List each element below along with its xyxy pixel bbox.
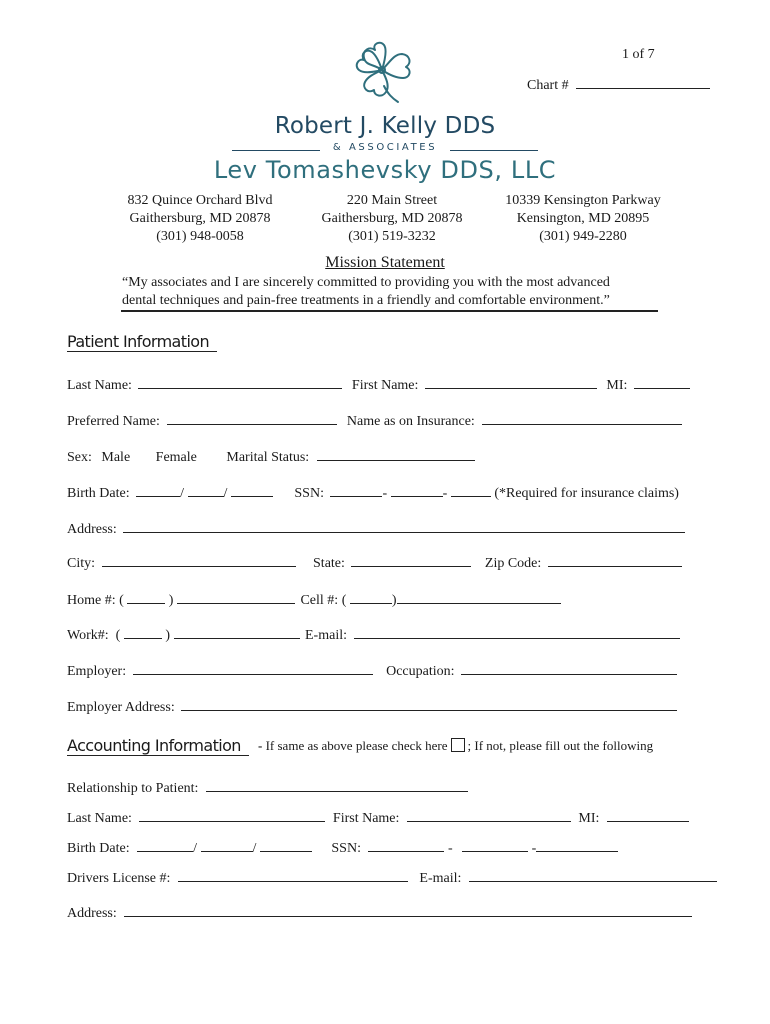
address-field[interactable] [123, 519, 685, 533]
patient-information-heading: Patient Information [67, 332, 217, 352]
preferred-name-field[interactable] [167, 411, 337, 425]
accounting-ssn-part-1-field[interactable] [368, 838, 444, 852]
work-email-row: Work#: ( ) E-mail: [67, 625, 680, 644]
divider [121, 310, 658, 312]
office-phone: (301) 519-3232 [348, 229, 436, 244]
mission-heading: Mission Statement [325, 254, 445, 271]
office-address-kensington [488, 192, 678, 246]
sex-label: Sex: [67, 450, 92, 465]
zip-code-label: Zip Code: [484, 556, 542, 571]
ssn-label: SSN: [331, 841, 361, 856]
drivers-license-label: Drivers License #: [67, 871, 171, 886]
accounting-mi-field[interactable] [607, 808, 689, 822]
first-name-label: First Name: [351, 378, 419, 393]
address-row [67, 519, 685, 538]
ssn-note: (*Required for insurance claims) [494, 486, 679, 501]
drivers-license-field[interactable] [178, 868, 408, 882]
clover-icon [350, 40, 414, 106]
ssn-label: SSN: [294, 486, 324, 501]
chart-number-row [527, 75, 710, 94]
patient-last-name-field[interactable] [138, 375, 342, 389]
phone-row: Home #: ( ) Cell #: ( ) [67, 590, 561, 609]
occupation-label: Occupation: [386, 664, 455, 679]
city-field[interactable] [102, 553, 296, 567]
home-phone-field[interactable] [177, 590, 295, 604]
birth-month-field[interactable] [136, 483, 180, 497]
patient-first-name-field[interactable] [425, 375, 597, 389]
accounting-birth-year-field[interactable] [260, 838, 312, 852]
state-label: State: [313, 556, 345, 571]
same-as-above-checkbox[interactable] [451, 738, 465, 752]
home-area-code-field[interactable] [127, 590, 165, 604]
city-label: City: [67, 556, 96, 571]
employer-address-field[interactable] [181, 697, 677, 711]
divider [450, 150, 538, 151]
cell-area-code-field[interactable] [350, 590, 392, 604]
work-phone-label: Work#: [67, 628, 109, 643]
sex-option-male[interactable]: Male [101, 450, 131, 465]
state-field[interactable] [351, 553, 471, 567]
relationship-field[interactable] [206, 778, 468, 792]
occupation-field[interactable] [461, 661, 677, 675]
patient-mi-field[interactable] [634, 375, 690, 389]
last-name-label: Last Name: [67, 378, 132, 393]
office-phone: (301) 949-2280 [539, 229, 627, 244]
drivers-license-row [67, 868, 717, 887]
employer-field[interactable] [133, 661, 373, 675]
page-number: 1 of 7 [622, 47, 655, 62]
associates-label: & ASSOCIATES [332, 142, 438, 153]
employer-label: Employer: [67, 664, 127, 679]
email-field[interactable] [354, 625, 680, 639]
city-state-zip-row [67, 553, 682, 572]
office-address-quince-orchard [110, 192, 290, 246]
relationship-label: Relationship to Patient: [67, 781, 199, 796]
sex-option-female[interactable]: Female [155, 450, 197, 465]
accounting-birth-month-field[interactable] [137, 838, 193, 852]
office-city: Kensington, MD 20895 [516, 211, 650, 226]
accounting-address-row [67, 903, 692, 922]
accounting-address-field[interactable] [124, 903, 692, 917]
mi-label: MI: [578, 811, 600, 826]
address-label: Address: [67, 906, 117, 921]
accounting-birth-ssn-row: Birth Date: / / SSN: - - [67, 838, 618, 857]
ssn-part-1-field[interactable] [330, 483, 382, 497]
mi-label: MI: [606, 378, 628, 393]
accounting-information-heading: Accounting Information [67, 736, 249, 756]
practice-name-secondary: Lev Tomashevsky DDS, LLC [213, 156, 557, 184]
employer-row [67, 661, 677, 680]
birth-date-label: Birth Date: [67, 841, 130, 856]
practice-name-primary: Robert J. Kelly DDS [274, 113, 496, 139]
mission-line: “My associates and I are sincerely committed to providing you with the most advanced [122, 275, 610, 290]
fill-out-label: ; If not, please fill out the following [467, 738, 654, 753]
office-city: Gaithersburg, MD 20878 [129, 211, 271, 226]
accounting-ssn-part-2-field[interactable] [462, 838, 528, 852]
address-label: Address: [67, 522, 117, 537]
birth-date-label: Birth Date: [67, 486, 130, 501]
preferred-name-row [67, 411, 682, 430]
office-phone: (301) 948-0058 [156, 229, 244, 244]
accounting-email-field[interactable] [469, 868, 717, 882]
accounting-ssn-part-3-field[interactable] [536, 838, 618, 852]
ssn-part-3-field[interactable] [451, 483, 491, 497]
chart-number-field[interactable] [576, 75, 710, 89]
name-on-insurance-field[interactable] [482, 411, 682, 425]
home-phone-label: Home #: [67, 593, 116, 608]
mission-statement [122, 274, 610, 310]
office-street: 220 Main Street [346, 193, 438, 208]
name-on-insurance-label: Name as on Insurance: [346, 414, 475, 429]
zip-code-field[interactable] [548, 553, 682, 567]
office-address-main-street [302, 192, 482, 246]
last-name-label: Last Name: [67, 811, 132, 826]
ssn-part-2-field[interactable] [391, 483, 443, 497]
relationship-row [67, 778, 468, 797]
first-name-label: First Name: [332, 811, 400, 826]
same-as-above-note [258, 738, 653, 754]
email-label: E-mail: [419, 871, 462, 886]
cell-phone-label: Cell #: [300, 593, 339, 608]
email-label: E-mail: [305, 628, 347, 643]
birth-day-field[interactable] [188, 483, 224, 497]
cell-phone-field[interactable] [397, 590, 561, 604]
accounting-birth-day-field[interactable] [201, 838, 253, 852]
office-city: Gaithersburg, MD 20878 [321, 211, 463, 226]
preferred-name-label: Preferred Name: [67, 414, 160, 429]
accounting-last-name-field[interactable] [139, 808, 325, 822]
work-area-code-field[interactable] [124, 625, 162, 639]
chart-number-label: Chart # [527, 78, 569, 93]
dash: - [258, 738, 263, 753]
patient-name-row [67, 375, 690, 394]
marital-status-field[interactable] [317, 447, 475, 461]
sex-marital-row [67, 447, 475, 466]
employer-address-row [67, 697, 677, 716]
mission-line: dental techniques and pain-free treatments in a friendly and comfortable environment.” [122, 293, 610, 308]
marital-status-label: Marital Status: [226, 450, 310, 465]
accounting-name-row [67, 808, 689, 827]
office-street: 832 Quince Orchard Blvd [127, 193, 273, 208]
office-street: 10339 Kensington Parkway [505, 193, 661, 208]
work-phone-field[interactable] [174, 625, 300, 639]
same-as-above-label: If same as above please check here [265, 738, 448, 753]
birth-year-field[interactable] [231, 483, 273, 497]
birth-ssn-row: Birth Date: / / SSN: - - (*Required for insurance claims) [67, 483, 679, 502]
employer-address-label: Employer Address: [67, 700, 175, 715]
accounting-first-name-field[interactable] [407, 808, 571, 822]
